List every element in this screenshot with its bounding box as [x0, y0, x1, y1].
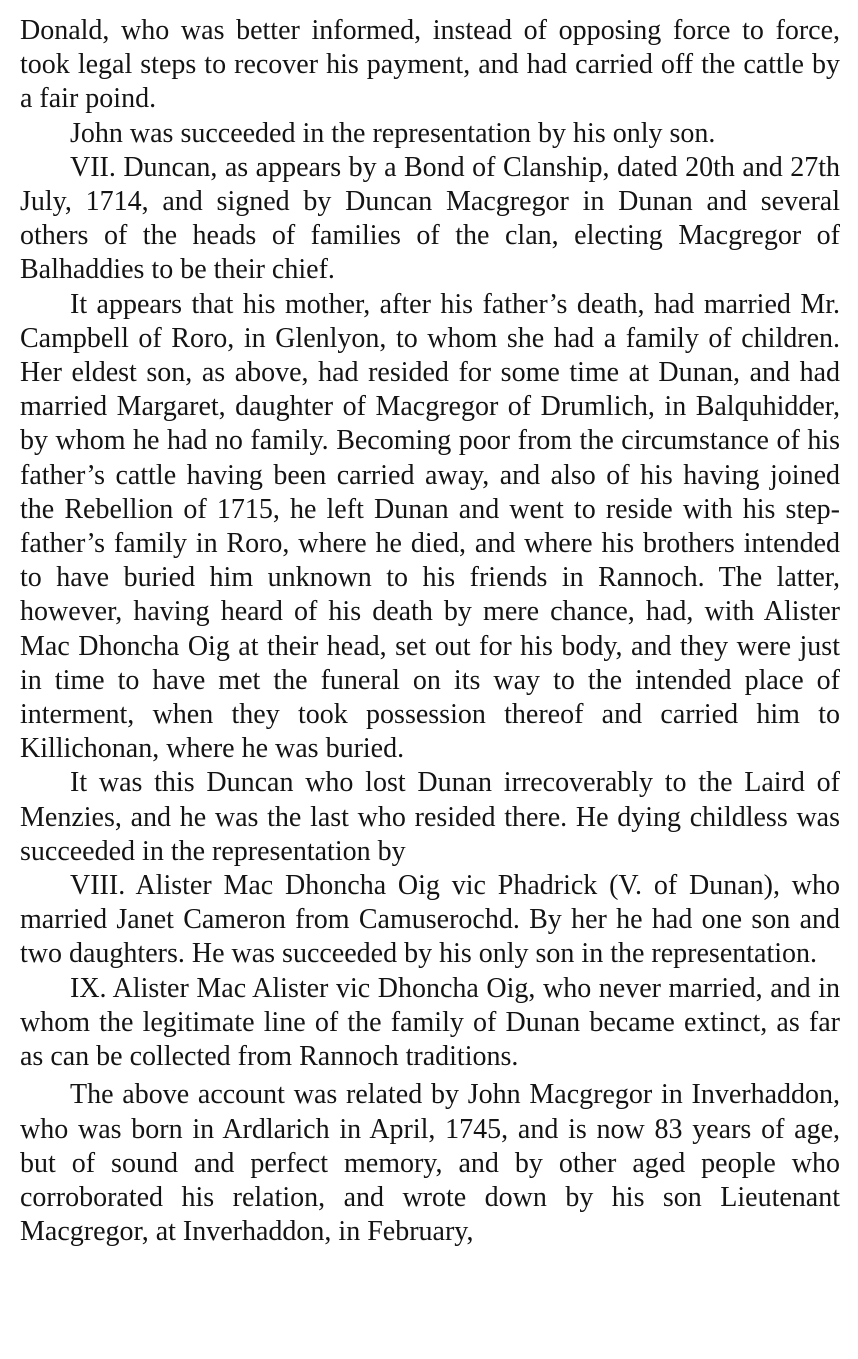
paragraph-donald-legal-steps: Donald, who was better informed, instead of opposing force to force, took legal steps to recover his payment, and had carried off the cattle by a fair poind.: [20, 15, 840, 115]
paragraph-account-related: The above account was related by John Macgregor in Inverhaddon, who was born in Ardlarich in April, 1745, and is now 83 years of age, but of sound and perfect memory, and by other aged people who corroborated his relation, and wrote down by his son Lieutenant Macgregor, at Inverhaddon, in February,: [20, 1079, 840, 1248]
paragraph-ix-alister: IX. Alister Mac Alister vic Dhoncha Oig, who never married, and in whom the legitimate line of the family of Dunan became extinct, as far as can be collected from Rannoch traditions.: [20, 972, 840, 1073]
paragraph-duncan-lost-dunan: It was this Duncan who lost Dunan irrecoverably to the Laird of Menzies, and he was the last who resided there. He dying childless was succeeded in the representation by: [20, 767, 840, 867]
paragraph-viii-alister: VIII. Alister Mac Dhoncha Oig vic Phadrick (V. of Dunan), who married Janet Cameron from Camuserochd. By her he had one son and two daughters. He was succeeded by his only son in the representation.: [20, 870, 840, 970]
paragraph-john-succeeded: John was succeeded in the representation by his only son.: [70, 117, 716, 149]
paragraph-mother-remarried: It appears that his mother, after his father’s death, had married Mr. Campbell of Roro, in Glenlyon, to whom she had a family of children. Her eldest son, as above, had resided for some time at Dunan, and had married Margaret, daughter of Macgregor of Drumlich, in Balquhidder, by whom he had no family. Becoming poor from the circumstance of his father’s cattle having been carried away, and also of his having joined the Rebellion of 1715, he left Dunan and went to reside with his step-father’s family in Roro, where he died, and where his brothers intended to have buried him unknown to his friends in Rannoch. The latter, however, having heard of his death by mere chance, had, with Alister Mac Dhoncha Oig at their head, set out for his body, and they were just in time to have met the funeral on its way to the intended place of interment, when they took possession thereof and carried him to Killichonan, where he was buried.: [20, 288, 840, 765]
paragraph-vii-duncan: VII. Duncan, as appears by a Bond of Clanship, dated 20th and 27th July, 1714, and signed by Duncan Macgregor in Dunan and several others of the heads of families of the clan, electing Macgregor of Balhaddies to be their chief.: [20, 151, 840, 286]
document-body: [20, 14, 840, 1249]
